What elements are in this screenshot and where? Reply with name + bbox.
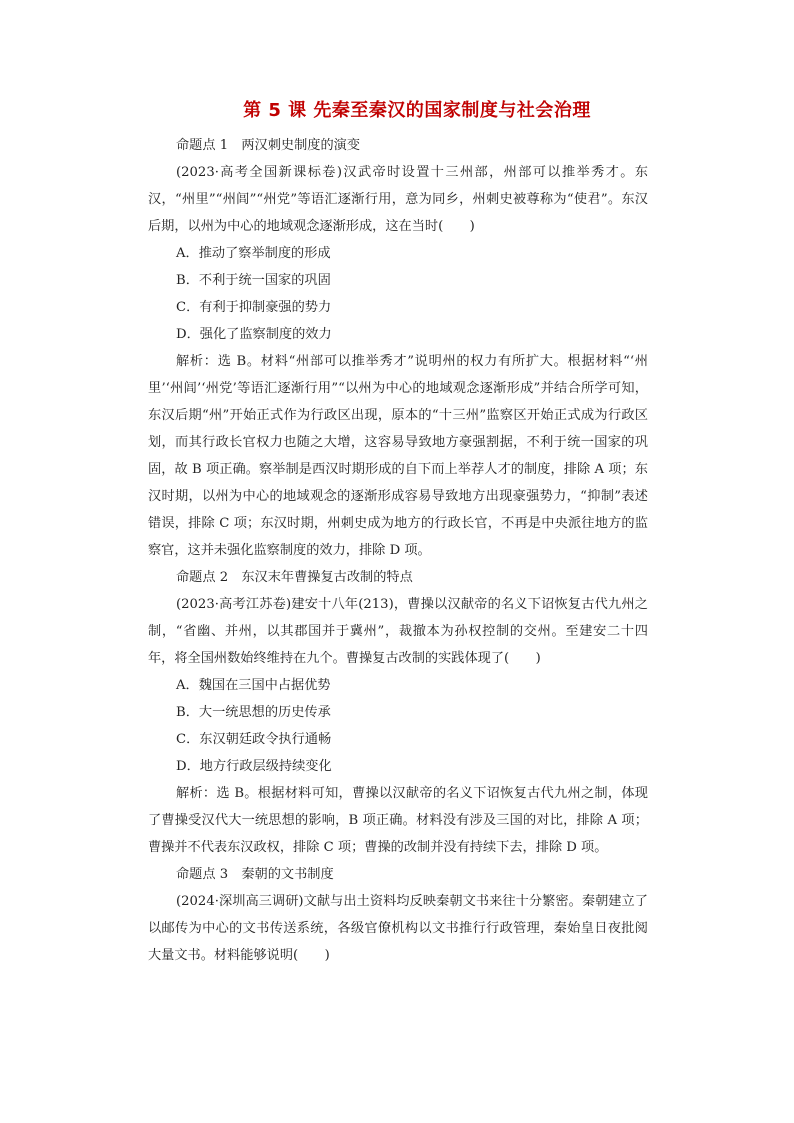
topic-heading-1: 命题点 1 两汉刺史制度的演变	[176, 138, 361, 153]
analysis-2: 解析：选 B。根据材料可知，曹操以汉献帝的名义下诏恢复古代九州之制，体现了曹操受汉代大一统思想的影响，B 项正确。材料没有涉及三国的对比，排除 A 项；曹操并不代表东汉政权，排除 C 项；曹操的改制并没有持续下去，排除 D 项。	[148, 786, 648, 855]
option-b: B．大一统思想的历史传承	[176, 705, 331, 720]
question-stem-1: (2023·高考全国新课标卷)汉武帝时设置十三州部，州部可以推举秀才。东汉，“州里”“州闾”“州党”等语汇逐渐行用，意为同乡，州刺史被尊称为“使君”。东汉后期，以州为中心的地域观念逐渐形成，这在当时( )	[148, 165, 648, 234]
option-c: C．东汉朝廷政令执行通畅	[176, 732, 332, 747]
option-a: A．推动了察举制度的形成	[176, 246, 331, 261]
question-stem-2: (2023·高考江苏卷)建安十八年(213)，曹操以汉献帝的名义下诏恢复古代九州之制，“省幽、并州，以其郡国并于冀州”，裁撤本为孙权控制的交州。至建安二十四年，将全国州数始终维持在九个。曹操复古改制的实践体现了( )	[148, 597, 648, 666]
option-d: D．地方行政层级持续变化	[176, 759, 332, 774]
analysis-1: 解析：选 B。材料“州部可以推举秀才”说明州的权力有所扩大。根据材料“‘州里’‘州闾’‘州党’等语汇逐渐行用”“以州为中心的地域观念逐渐形成”并结合所学可知，东汉后期“州”开始正式作为行政区出现，原本的“十三州”监察区开始正式成为行政区划，而其行政长官权力也随之大增，这容易导致地方豪强割据，不利于统一国家的巩固，故 B 项正确。察举制是西汉时期形成的自下而上举荐人才的制度，排除 A 项；东汉时期，以州为中心的地域观念的逐渐形成容易导致地方出现豪强势力，“抑制”表述错误，排除 C 项；东汉时期，州刺史成为地方的行政长官，不再是中央派往地方的监察官，这并未强化监察制度的效力，排除 D 项。	[148, 354, 648, 558]
topic-heading-2: 命题点 2 东汉末年曹操复古改制的特点	[176, 570, 413, 585]
option-d: D．强化了监察制度的效力	[176, 327, 332, 342]
topic-heading-3: 命题点 3 秦朝的文书制度	[176, 867, 334, 882]
option-b: B．不利于统一国家的巩固	[176, 273, 331, 288]
option-c: C．有利于抑制豪强的势力	[176, 300, 332, 315]
option-a: A．魏国在三国中占据优势	[176, 678, 331, 693]
document-body	[148, 132, 648, 969]
lesson-title: 第 5 课 先秦至秦汉的国家制度与社会治理	[243, 100, 591, 121]
question-stem-3: (2024·深圳高三调研)文献与出土资料均反映秦朝文书来往十分繁密。秦朝建立了以邮传为中心的文书传送系统，各级官僚机构以文书推行行政管理，秦始皇日夜批阅大量文书。材料能够说明( )	[148, 894, 648, 963]
